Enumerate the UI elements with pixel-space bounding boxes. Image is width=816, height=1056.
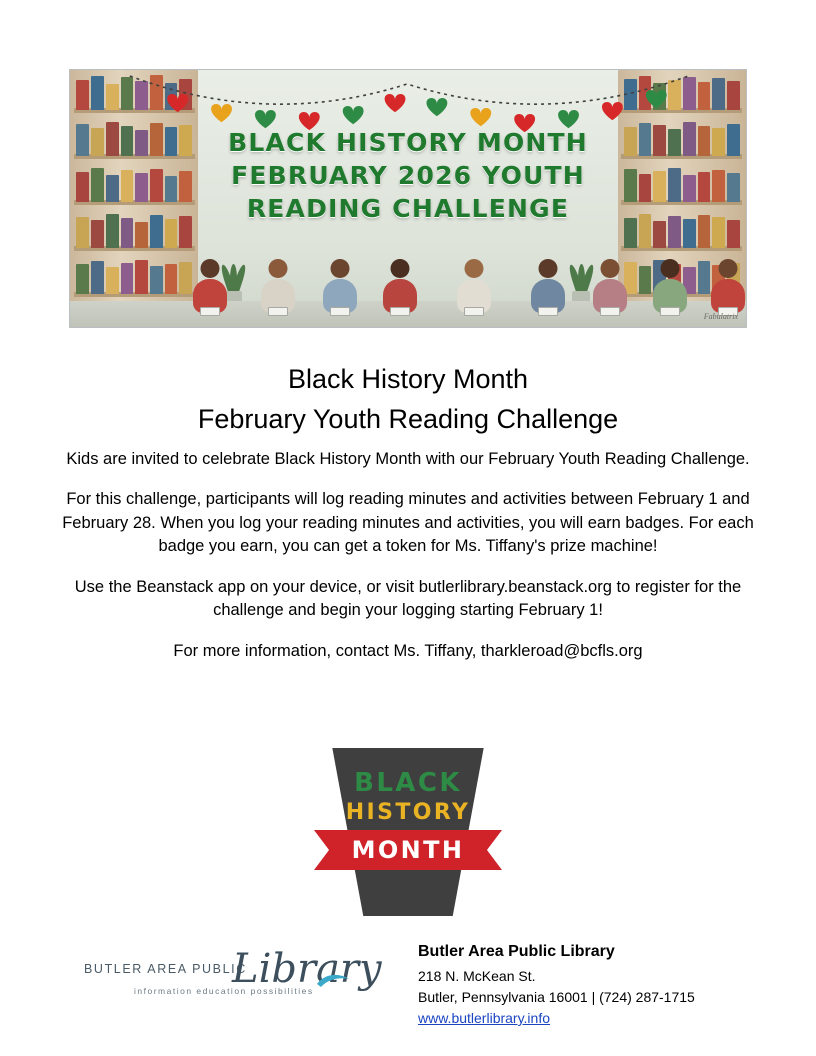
child-figure — [188, 259, 232, 317]
library-contact-info — [418, 940, 758, 1029]
paragraph-contact: For more information, contact Ms. Tiffany, tharkleroad@bcfls.org — [173, 641, 643, 660]
child-figure — [648, 259, 692, 317]
logo-word-black: BLACK — [354, 768, 462, 798]
child-figure — [706, 259, 747, 317]
black-history-month-logo — [322, 748, 494, 916]
artist-signature: Fabulatrix — [703, 312, 738, 321]
logo-word-month: MONTH — [351, 836, 465, 864]
body-text — [62, 448, 754, 663]
child-figure — [452, 259, 496, 317]
hero-title — [70, 126, 746, 225]
logo-text-library: Library — [232, 946, 382, 992]
paragraph-details: For this challenge, participants will log reading minutes and activities between February 1 and February 28. When you log your reading minutes and activities, you will earn badges. For each badge you earn, you can get a token for Ms. Tiffany's prize machine! — [62, 490, 754, 556]
hero-banner-image — [69, 69, 747, 328]
logo-word-history: HISTORY — [345, 800, 471, 825]
swoosh-icon — [316, 970, 350, 990]
hero-title-line2: FEBRUARY 2026 YOUTH — [231, 161, 585, 190]
logo-tagline: information education possibilities — [134, 986, 314, 996]
page-title-line2: February Youth Reading Challenge — [197, 403, 619, 434]
address-line-1: 218 N. McKean St. — [418, 968, 536, 984]
website-link[interactable]: www.butlerlibrary.info — [418, 1010, 551, 1026]
address-line-2: Butler, Pennsylvania 16001 | (724) 287-1715 — [418, 989, 695, 1005]
page-title — [0, 360, 816, 440]
child-figure — [318, 259, 362, 317]
children-reading-group — [70, 247, 746, 317]
child-figure — [588, 259, 632, 317]
hero-title-line1: BLACK HISTORY MONTH — [228, 128, 588, 157]
paragraph-registration: Use the Beanstack app on your device, or visit butlerlibrary.beanstack.org to register for the challenge and begin your logging starting February 1! — [74, 577, 742, 620]
child-figure — [256, 259, 300, 317]
hero-title-line3: READING CHALLENGE — [246, 194, 570, 223]
page-title-line1: Black History Month — [287, 364, 529, 394]
library-name: Butler Area Public Library — [418, 943, 615, 960]
paragraph-intro: Kids are invited to celebrate Black History Month with our February Youth Reading Challenge. — [66, 450, 750, 468]
logo-text-butler-area-public: BUTLER AREA PUBLIC — [84, 962, 247, 976]
library-logo — [84, 946, 382, 1018]
child-figure — [526, 259, 570, 317]
child-figure — [378, 259, 422, 317]
